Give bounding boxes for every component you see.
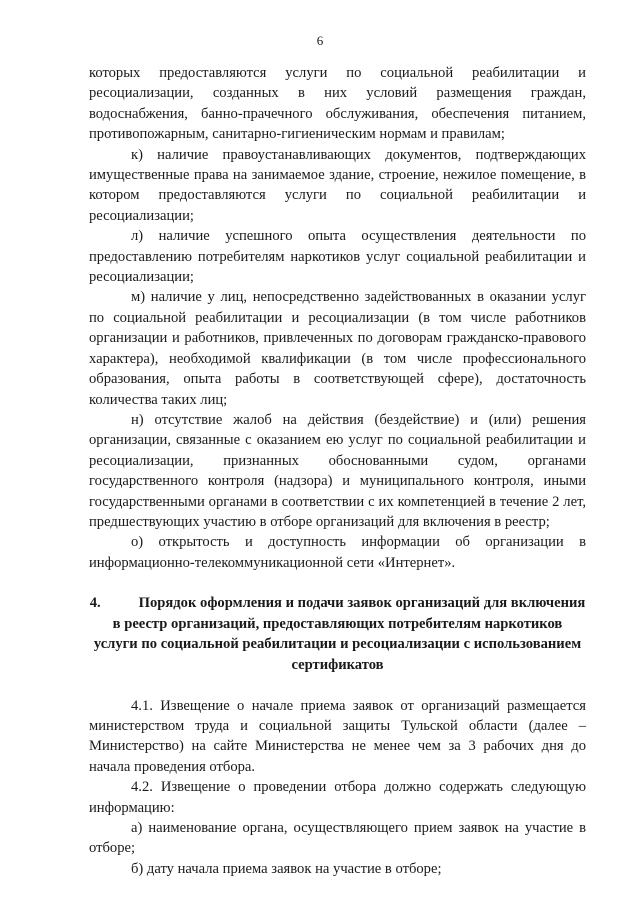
paragraph-item-n: н) отсутствие жалоб на действия (бездействие) и (или) решения организации, связанные с оказанием ею услуг по социальной реабилитации и ресоциализации, признанных обоснованными судом, органами государственного контроля (надзора) и муниципального контроля, иными государственными органами в соответствии с их компетенцией в течение 2 лет, предшествующих участию в отборе организаций для включения в реестр; [89, 411, 586, 530]
document-body [89, 63, 586, 879]
paragraph-item-o: о) открытость и доступность информации об организации в информационно-телекоммуникационной сети «Интернет». [89, 534, 586, 571]
section-number: 4. [89, 595, 101, 612]
page-number: 6 [316, 33, 324, 48]
paragraph-item-k: к) наличие правоустанавливающих документов, подтверждающих имущественные права на занимаемое здание, строение, нежилое помещение, в котором предоставляются услуги по социальной реабилитации и ресоциализации; [89, 146, 586, 224]
paragraph-4-2: 4.2. Извещение о проведении отбора должно содержать следующую информацию: [89, 779, 586, 816]
paragraphs-after [89, 696, 586, 880]
paragraphs-before [89, 63, 586, 573]
paragraph-item-a: а) наименование органа, осуществляющего прием заявок на участие в отборе; [89, 819, 586, 857]
paragraph-item-m: м) наличие у лиц, непосредственно задействованных в оказании услуг по социальной реабилитации и ресоциализации (в том числе работников организации и работников, привлеченных по договорам гражданско-правового характера), необходимой квалификации (в том числе профессионального образования, опыта работы в соответствующей сфере), достаточность количества таких лиц; [89, 289, 586, 408]
paragraph-4-1: 4.1. Извещение о начале приема заявок от организаций размещается министерством труда и социальной защиты Тульской области (далее – Министерство) на сайте Министерства не менее чем за 3 рабочих дня до начала проведения отбора. [89, 697, 586, 775]
section-title: Порядок оформления и подачи заявок организаций для включения в реестр организаций, предоставляющих потребителям наркотиков услуги по социальной реабилитации и ресоциализации с использованием сертификатов [93, 595, 586, 673]
paragraph-continuation-j: которых предоставляются услуги по социальной реабилитации и ресоциализации, созданных в них условий размещения граждан, водоснабжения, банно-прачечного обслуживания, обеспечения питанием, противопожарным, санитарно-гигиеническим нормам и правилам; [89, 65, 586, 143]
paragraph-item-l: л) наличие успешного опыта осуществления деятельности по предоставлению потребителям наркотиков услуг социальной реабилитации и ресоциализации; [89, 228, 586, 286]
section-heading [89, 593, 586, 675]
paragraph-item-b: б) дату начала приема заявок на участие в отборе; [131, 860, 442, 877]
